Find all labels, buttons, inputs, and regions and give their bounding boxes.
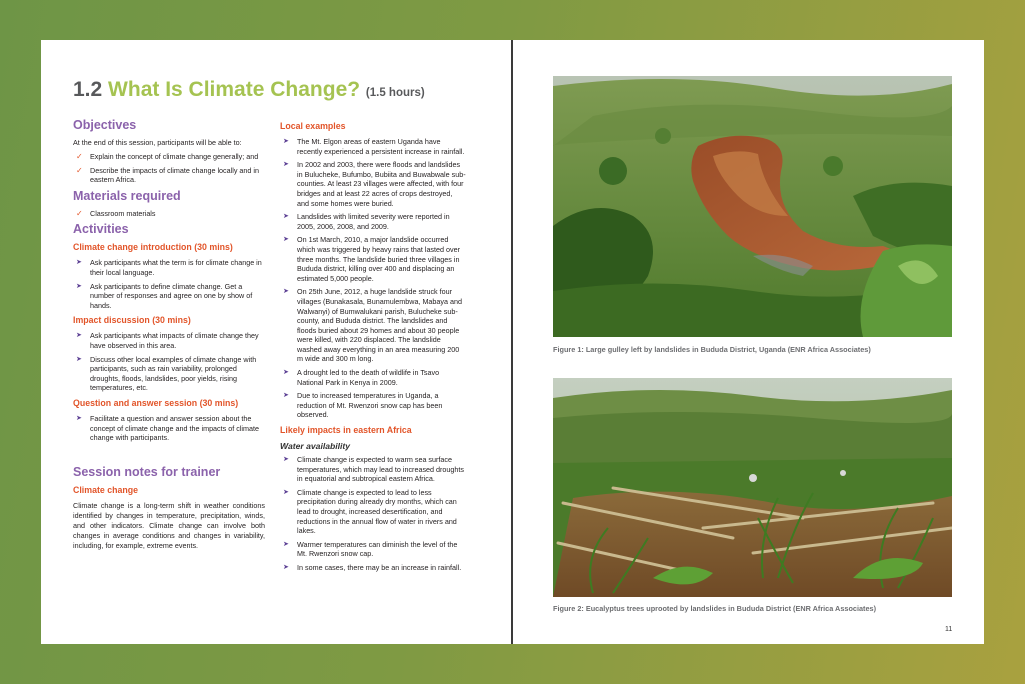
arrow-bullet-icon: ➤ bbox=[283, 392, 289, 400]
list-item: ➤ Ask participants what impacts of climate change they have observed in this area. bbox=[76, 331, 259, 350]
checkmark-icon: ✓ bbox=[76, 208, 83, 218]
arrow-bullet-icon: ➤ bbox=[76, 414, 82, 422]
arrow-bullet-icon: ➤ bbox=[76, 355, 82, 363]
list-item: ➤ In some cases, there may be an increase in rainfall. bbox=[283, 562, 462, 572]
local-examples-list bbox=[280, 137, 466, 420]
session-notes-heading: Session notes for trainer bbox=[73, 464, 221, 479]
arrow-bullet-icon: ➤ bbox=[76, 259, 82, 267]
section-duration: (1.5 hours) bbox=[365, 87, 425, 99]
list-item: ➤ Climate change is expected to lead to less precipitation during already dry months, which can lead to drought, increased desertification, and reductions in the annual flow of water in rivers and lakes. bbox=[283, 487, 457, 536]
list-item: ➤ Due to increased temperatures in Uganda, a reduction of Mt. Rwenzori snow cap has been observed. bbox=[283, 391, 443, 420]
arrow-bullet-icon: ➤ bbox=[283, 488, 289, 496]
arrow-bullet-icon: ➤ bbox=[283, 161, 289, 169]
list-item: ➤ In 2002 and 2003, there were floods and landslides in Bulucheke, Bufumbo, Bubiita and Buwabwale sub-counties. At least 23 villages were affected, with four bridges and at least 22 acres of crops destroyed, and some homes were buried. bbox=[283, 160, 466, 208]
right-page bbox=[513, 40, 984, 644]
list-item: ✓ Explain the concept of climate change generally; and bbox=[76, 152, 259, 161]
arrow-bullet-icon: ➤ bbox=[283, 236, 289, 244]
list-item: ➤ The Mt. Elgon areas of eastern Uganda have recently experienced a persistent increase in rainfall. bbox=[283, 137, 465, 156]
arrow-bullet-icon: ➤ bbox=[283, 456, 289, 464]
list-item: ✓ Describe the impacts of climate change locally and in eastern Africa. bbox=[76, 165, 259, 185]
water-availability-subheading: Water availability bbox=[280, 441, 351, 452]
list-item: ➤ Ask participants what the term is for climate change in their local language. bbox=[76, 258, 262, 277]
objectives-heading: Objectives bbox=[73, 118, 137, 132]
arrow-bullet-icon: ➤ bbox=[283, 288, 289, 296]
figure-2-caption: Figure 2: Eucalyptus trees uprooted by landslides in Bududa District (ENR Africa Associates) bbox=[553, 604, 877, 613]
page-number: 11 bbox=[945, 626, 953, 633]
left-column bbox=[73, 116, 265, 555]
checkmark-icon: ✓ bbox=[76, 165, 83, 175]
list-item: ➤ Discuss other local examples of climate change with participants, such as rain variability, prolonged droughts, floods, landslides, poor yields, rising temperatures, etc. bbox=[76, 354, 257, 393]
figure-1-photo bbox=[553, 76, 952, 337]
activity-list-impact bbox=[73, 331, 265, 393]
list-item: ➤ Warmer temperatures can diminish the level of the Mt. Rwenzori snow cap. bbox=[283, 539, 458, 559]
arrow-bullet-icon: ➤ bbox=[283, 213, 289, 221]
list-item: ➤ On 1st March, 2010, a major landslide occurred which was triggered by heavy rains that lasted over three months. The landslide buried three villages in Bududa district, killing over 400 and displacing an estimated 5,000 people. bbox=[283, 235, 460, 283]
figure-2-photo bbox=[553, 378, 952, 597]
spacer bbox=[73, 447, 265, 463]
list-item: ➤ Facilitate a question and answer session about the concept of climate change and the impacts of climate change with participants. bbox=[76, 413, 259, 443]
arrow-bullet-icon: ➤ bbox=[283, 563, 289, 571]
arrow-bullet-icon: ➤ bbox=[76, 332, 82, 340]
left-page bbox=[41, 40, 511, 644]
materials-list bbox=[73, 209, 265, 219]
list-item: ➤ Ask participants to define climate change. Get a number of responses and agree on one by show of hands. bbox=[76, 281, 253, 310]
figure-1-caption: Figure 1: Large gulley left by landslides in Bududa District, Uganda (ENR Africa Associates) bbox=[553, 345, 871, 354]
arrow-bullet-icon: ➤ bbox=[283, 138, 289, 145]
checkmark-icon: ✓ bbox=[76, 152, 83, 161]
local-examples-heading: Local examples bbox=[280, 121, 346, 131]
list-item: ➤ Landslides with limited severity were reported in 2005, 2006, 2008, and 2009. bbox=[283, 212, 450, 231]
arrow-bullet-icon: ➤ bbox=[76, 282, 82, 290]
list-item: ➤ On 25th June, 2012, a huge landslide struck four villages (Bunakasala, Bunamulembwa, Mabaya and Walwanyi) of Bumwalukani parish, Bulucheke sub-county, and Bududa district. The landslides and floods buried about 29 homes and about 30 people were killed, with 220 displaced. The landslide washed away everything in an area measuring 200 m wide and 300 m long. bbox=[283, 287, 463, 364]
likely-impacts-heading: Likely impacts in eastern Africa bbox=[280, 425, 412, 436]
materials-heading: Materials required bbox=[73, 188, 181, 203]
objectives-intro: At the end of this session, participants will be able to: bbox=[73, 138, 242, 147]
activities-heading: Activities bbox=[73, 222, 129, 237]
section-title: What Is Climate Change? bbox=[108, 78, 361, 101]
objectives-list bbox=[73, 152, 265, 185]
activity-list-qa bbox=[73, 414, 265, 443]
arrow-bullet-icon: ➤ bbox=[283, 540, 289, 548]
climate-change-subheading: Climate change bbox=[73, 484, 139, 495]
section-number: 1.2 bbox=[73, 78, 103, 101]
activity-heading-qa: Question and answer session (30 mins) bbox=[73, 397, 239, 408]
arrow-bullet-icon: ➤ bbox=[283, 369, 289, 377]
list-item: ✓ Classroom materials bbox=[76, 208, 156, 218]
likely-impacts-list bbox=[280, 455, 466, 573]
climate-change-definition: Climate change is a long-term shift in weather conditions identified by changes in temperature, precipitation, winds, and other indicators. Climate change can involve both changes in average conditions and changes in variability, including, for example, extreme events. bbox=[73, 500, 265, 550]
activity-heading-impact: Impact discussion (30 mins) bbox=[73, 315, 191, 326]
list-item: ➤ Climate change is expected to warm sea surface temperatures, which may lead to increased droughts in equatorial and subtropical eastern Africa. bbox=[283, 455, 464, 484]
page-title bbox=[73, 78, 425, 102]
activity-heading-intro: Climate change introduction (30 mins) bbox=[73, 242, 233, 253]
uprooted-trees-image bbox=[553, 378, 952, 597]
list-item: ➤ A drought led to the death of wildlife in Tsavo National Park in Kenya in 2009. bbox=[283, 368, 440, 387]
landslide-gulley-image bbox=[553, 76, 952, 337]
right-column bbox=[280, 116, 466, 577]
activity-list-intro bbox=[73, 258, 265, 310]
